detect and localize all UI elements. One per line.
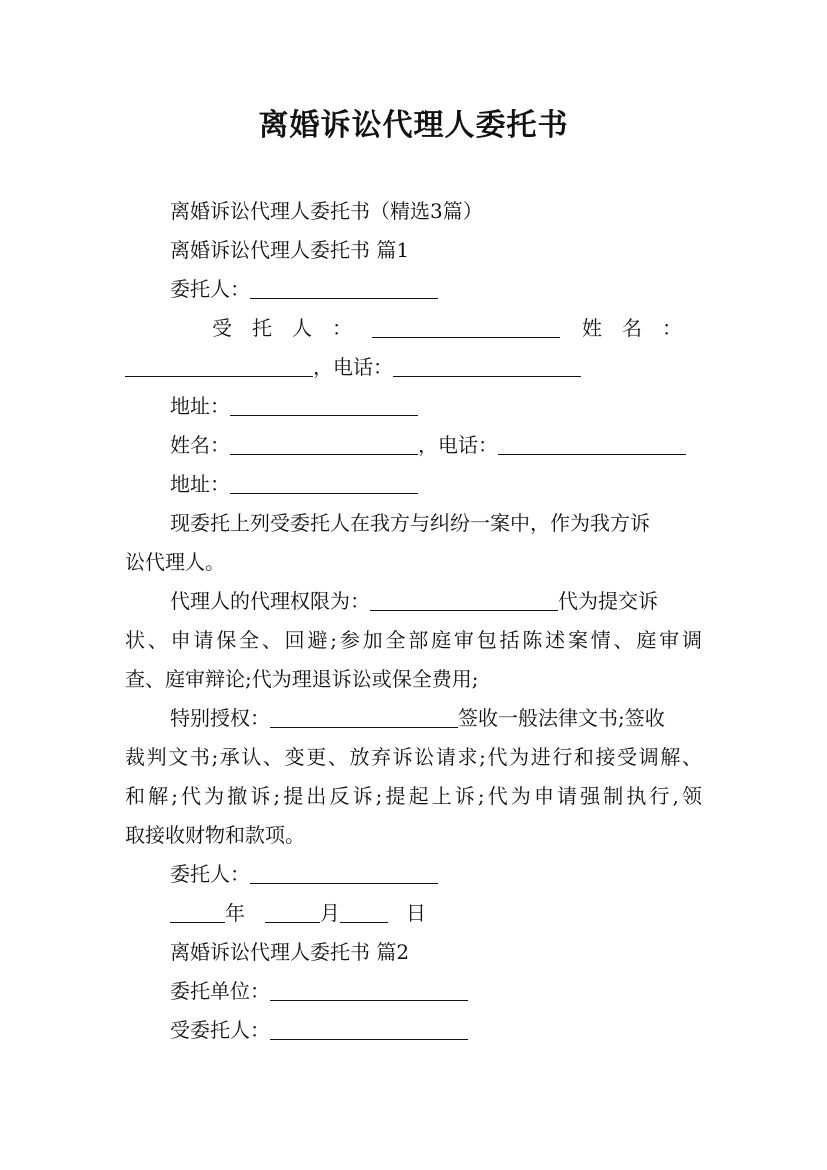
date-line bbox=[0, 899, 827, 927]
blank-line bbox=[372, 317, 560, 338]
blank-line bbox=[230, 473, 418, 494]
label: 委托单位： bbox=[170, 979, 270, 1003]
paragraph-3-line-3 bbox=[0, 782, 827, 810]
paragraph-3-line-4: 取接收财物和款项。 bbox=[125, 823, 305, 847]
field-weituoren bbox=[0, 275, 827, 303]
field-name-phone-a bbox=[0, 353, 827, 381]
label: 特别授权： bbox=[170, 706, 270, 730]
label: 代理人的代理权限为： bbox=[170, 589, 370, 613]
blank-line bbox=[230, 434, 418, 455]
text: 签收一般法律文书;签收 bbox=[458, 706, 665, 730]
text: 代为提交诉 bbox=[558, 589, 658, 613]
field-weituo-danwei bbox=[0, 977, 827, 1005]
field-address-b bbox=[0, 470, 827, 498]
label: 姓名： bbox=[170, 433, 230, 457]
field-signature bbox=[0, 860, 827, 888]
year-label: 年 bbox=[225, 901, 245, 925]
blank-line bbox=[270, 707, 458, 728]
label: 地址： bbox=[170, 394, 230, 418]
blank-line bbox=[498, 434, 686, 455]
paragraph-1-line-2: 讼代理人。 bbox=[125, 550, 225, 574]
text: 裁判文书;承认、变更、放弃诉讼请求;代为进行和接受调解、 bbox=[125, 745, 702, 769]
text: 状、申请保全、回避;参加全部庭审包括陈述案情、庭审调 bbox=[125, 628, 702, 652]
label: 地址： bbox=[170, 472, 230, 496]
label: 委托人： bbox=[170, 862, 250, 886]
section-heading-2: 离婚诉讼代理人委托书 篇2 bbox=[170, 940, 410, 964]
label: 姓 名 ： bbox=[582, 316, 682, 340]
month-label: 月 bbox=[320, 901, 340, 925]
label: 受委托人： bbox=[170, 1018, 270, 1042]
blank-line bbox=[230, 395, 418, 416]
paragraph-3-line-1 bbox=[0, 704, 827, 732]
paragraph-2-line-3: 查、庭审辩论;代为理退诉讼或保全费用; bbox=[125, 667, 479, 691]
document-subtitle: 离婚诉讼代理人委托书（精选3篇） bbox=[170, 199, 483, 223]
label: 委托人： bbox=[170, 277, 250, 301]
blank-line bbox=[170, 902, 225, 923]
field-shoutuoren bbox=[0, 314, 827, 342]
field-shouweituoren bbox=[0, 1016, 827, 1044]
blank-line bbox=[270, 1019, 468, 1040]
label: ，电话： bbox=[313, 355, 393, 379]
field-address-a bbox=[0, 392, 827, 420]
blank-line bbox=[393, 356, 581, 377]
blank-line bbox=[270, 980, 468, 1001]
paragraph-1-line-1: 现委托上列受委托人在我方与纠纷一案中，作为我方诉 bbox=[170, 511, 650, 535]
section-heading-1: 离婚诉讼代理人委托书 篇1 bbox=[170, 238, 410, 262]
field-name-phone-b bbox=[0, 431, 827, 459]
blank-line bbox=[250, 278, 438, 299]
paragraph-2-line-1 bbox=[0, 587, 827, 615]
document-title: 离婚诉讼代理人委托书 bbox=[258, 108, 569, 143]
label: 受 托 人 ： bbox=[212, 316, 352, 340]
paragraph-3-line-2 bbox=[0, 743, 827, 771]
blank-line bbox=[125, 356, 313, 377]
label: ，电话： bbox=[418, 433, 498, 457]
paragraph-2-line-2 bbox=[0, 626, 827, 654]
blank-line bbox=[340, 902, 388, 923]
blank-line bbox=[265, 902, 320, 923]
blank-line bbox=[370, 590, 558, 611]
blank-line bbox=[250, 863, 438, 884]
text: 和解;代为撤诉;提出反诉;提起上诉;代为申请强制执行,领 bbox=[125, 784, 702, 808]
day-label: 日 bbox=[406, 901, 426, 925]
